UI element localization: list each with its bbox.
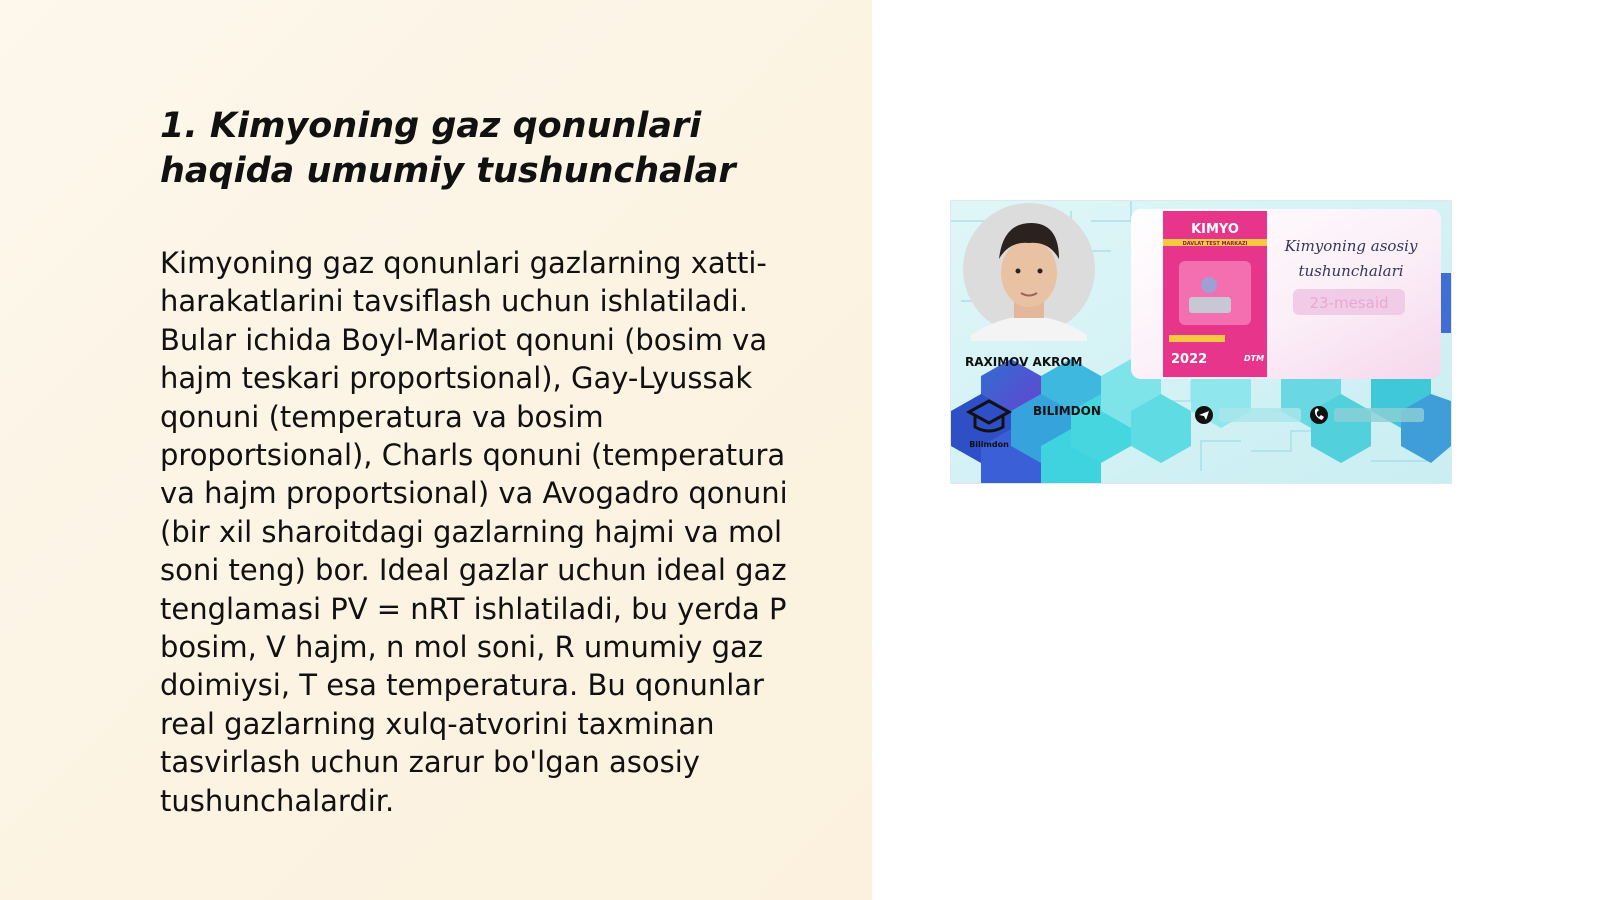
phone-icon — [1310, 406, 1328, 424]
book-year: 2022 — [1171, 352, 1208, 367]
book-subtitle: DAVLAT TEST MARKAZI — [1182, 241, 1248, 247]
brand-name: BILIMDON — [1033, 404, 1101, 418]
presenter-name: RAXIMOV AKROM — [965, 355, 1083, 369]
slide-body-text: Kimyoning gaz qonunlari gazlarning xatti-harakatlarini tavsiflash uchun ishlatiladi. Bular ichida Boyl-Mariot qonuni (bosim va hajm teskari proportsional), Gay-Lyussak qonuni (temperatura va bosim proportsional), Charls qonuni (temperatura va hajm proportsional) va Avogadro qonuni (bir xil sharoitdagi gazlarning hajmi va mol soni teng) bor. Ideal gazlar uchun ideal gaz tenglamasi PV = nRT ishlatiladi, bu yerda P bosim, V hajm, n mol soni, R umumiy gaz doimiysi, T esa temperatura. Bu qonunlar real gazlarning xulq-atvorini taxminan tasvirlash uchun zarur bo'lgan asosiy tushunchalardir. — [160, 246, 788, 818]
slide-title: 1. Kimyoning gaz qonunlari haqida umumiy tushunchalar — [160, 106, 736, 191]
phone-number-placeholder — [1334, 408, 1424, 422]
book-publisher: DTM — [1244, 354, 1265, 363]
logo-text: Bilimdon — [969, 440, 1009, 449]
lesson-number: 23-mesaid — [1309, 294, 1389, 312]
kimyo-book-cover — [1163, 211, 1267, 377]
book-title: KIMYO — [1191, 222, 1239, 237]
video-thumbnail — [950, 200, 1452, 484]
telegram-handle-placeholder — [1219, 408, 1301, 422]
telegram-icon — [1195, 406, 1213, 424]
video-heading-line-2: tushunchalari — [1298, 262, 1404, 280]
video-heading-line-1: Kimyoning asosiy — [1284, 237, 1418, 255]
